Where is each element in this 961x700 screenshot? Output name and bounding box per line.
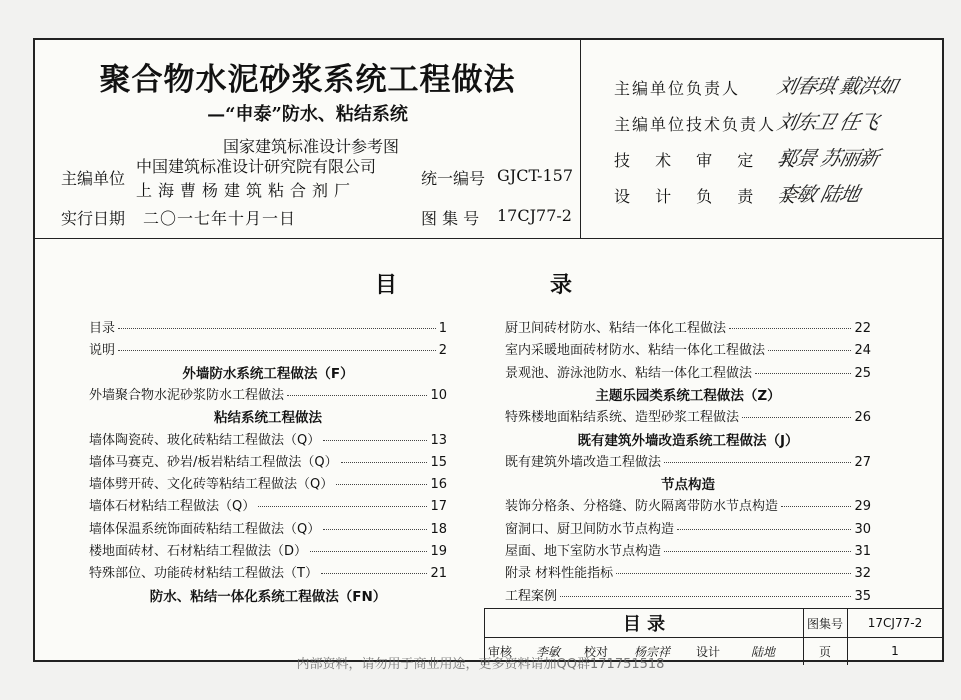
leader-dots xyxy=(560,596,851,597)
leader-dots xyxy=(287,395,427,396)
atlas-label: 图 集 号 xyxy=(421,209,480,228)
signature-design-head: 李敏 陆地 xyxy=(775,182,862,206)
role-chief-unit-head: 主编单位负责人 xyxy=(614,79,741,98)
leader-dots xyxy=(768,350,851,351)
leader-dots xyxy=(755,373,851,374)
code-label: 统一编号 xyxy=(421,169,486,188)
design-signature: 陆地 xyxy=(750,644,775,659)
toc-entry[interactable] xyxy=(89,473,447,495)
toc-entry[interactable] xyxy=(89,562,447,584)
date-label: 实行日期 xyxy=(61,209,126,228)
main-title: 聚合物水泥砂浆系统工程做法 xyxy=(99,62,516,98)
toc-entry-title: 楼地面砖材、石材粘结工程做法（D） xyxy=(89,544,308,559)
toc-title-left: 目 xyxy=(375,272,398,298)
cover-header xyxy=(35,40,942,239)
toc-entry[interactable] xyxy=(505,406,871,428)
signature-tech-reviewer: 郭景 苏丽新 xyxy=(775,146,881,170)
watermark: 内部资料，请勿用于商业用途，更多资料请加QQ群171751518 xyxy=(296,657,665,672)
toc-entry[interactable] xyxy=(505,562,871,584)
toc-entry-title: 工程案例 xyxy=(505,588,558,604)
toc-section-heading: 主题乐园类系统工程做法（Z） xyxy=(595,387,781,404)
toc-entry[interactable] xyxy=(89,495,447,517)
toc-entry-page: 26 xyxy=(854,410,871,426)
page-label: 页 xyxy=(818,644,831,659)
role-design-head: 设 计 负 责 人 xyxy=(614,187,805,206)
toc-entry-title: 室内采暖地面砖材防水、粘结一体化工程做法 xyxy=(505,343,766,359)
signature-tech-head: 刘东卫 任飞 xyxy=(775,110,881,134)
toc-entry-page: 2 xyxy=(438,343,447,359)
toc-entry-page: 17 xyxy=(430,499,447,515)
leader-dots xyxy=(118,350,436,351)
toc-entry-title: 说明 xyxy=(89,343,116,359)
toc-entry[interactable] xyxy=(89,384,447,406)
toc-entry-title: 附录 材料性能指标 xyxy=(505,566,614,582)
toc-entry-title: 特殊楼地面粘结系统、造型砂浆工程做法 xyxy=(505,410,740,426)
leader-dots xyxy=(321,573,428,574)
leader-dots xyxy=(323,529,427,530)
toc-section-heading: 节点构造 xyxy=(661,477,715,494)
review-signature: 李敏 xyxy=(535,644,560,659)
signature-chief-unit-head: 刘春琪 戴洪如 xyxy=(775,74,900,98)
toc-entry-title: 特殊部位、功能砖材粘结工程做法（T） xyxy=(89,566,318,582)
toc-entry[interactable] xyxy=(505,540,871,562)
review-label: 审核 xyxy=(487,644,512,659)
leader-dots xyxy=(258,506,427,507)
check-signature: 杨宗祥 xyxy=(633,644,670,659)
toc-entry-title: 墙体陶瓷砖、玻化砖粘结工程做法（Q） xyxy=(89,432,321,448)
toc-entry[interactable] xyxy=(89,429,447,451)
role-tech-head: 主编单位技术负责人 xyxy=(614,115,777,134)
responsible-persons xyxy=(582,40,942,238)
atlas-value: 17CJ77-2 xyxy=(497,206,572,225)
toc-entry-title: 窗洞口、厨卫间防水节点构造 xyxy=(505,521,675,537)
toc-entry-title: 厨卫间砖材防水、粘结一体化工程做法 xyxy=(505,321,727,336)
leader-dots xyxy=(664,462,851,463)
title-block-name: 目 录 xyxy=(622,614,666,635)
leader-dots xyxy=(742,417,851,418)
toc-entry-title: 墙体劈开砖、文化砖等粘结工程做法（Q） xyxy=(89,477,334,493)
toc-section-heading: 防水、粘结一体化系统工程做法（FN） xyxy=(149,588,387,605)
toc-entry-title: 屋面、地下室防水节点构造 xyxy=(505,544,662,559)
date-value: 二〇一七年十月一日 xyxy=(143,209,297,228)
toc-entry[interactable] xyxy=(89,451,447,473)
code-value: GJCT-157 xyxy=(497,166,573,185)
toc-entry[interactable] xyxy=(505,518,871,540)
toc-entry-title: 外墙聚合物水泥砂浆防水工程做法 xyxy=(89,387,285,403)
toc-entry-page: 24 xyxy=(854,343,871,359)
toc-entry-page: 13 xyxy=(430,432,447,448)
toc-entry-page: 19 xyxy=(430,544,447,559)
leader-dots xyxy=(310,551,427,552)
toc-entry-title: 既有建筑外墙改造工程做法 xyxy=(505,454,662,470)
toc-entry-page: 18 xyxy=(430,521,447,537)
drawing-sheet xyxy=(33,38,944,662)
chief-unit-2: 上海曹杨建筑粘合剂厂 xyxy=(136,181,357,200)
toc-section-heading: 粘结系统工程做法 xyxy=(214,410,322,427)
toc-entry-page: 29 xyxy=(854,499,871,515)
leader-dots xyxy=(729,328,851,329)
leader-dots xyxy=(664,551,851,552)
toc-entry-page: 21 xyxy=(430,566,447,582)
chief-unit-1: 中国建筑标准设计研究院有限公司 xyxy=(136,157,377,176)
toc-title-right: 录 xyxy=(550,272,573,298)
leader-dots xyxy=(341,462,428,463)
toc-entry-title: 目录 xyxy=(89,321,116,336)
toc-entry[interactable] xyxy=(89,540,447,562)
leader-dots xyxy=(336,484,427,485)
subtitle: —“申泰”防水、粘结系统 xyxy=(207,104,408,125)
toc-section-heading: 外墙防水系统工程做法（F） xyxy=(182,365,354,382)
toc-section-heading: 既有建筑外墙改造系统工程做法（J） xyxy=(577,432,799,449)
toc-entry[interactable] xyxy=(505,317,871,339)
toc-entry-title: 景观池、游泳池防水、粘结一体化工程做法 xyxy=(505,365,753,381)
toc-entry-page: 25 xyxy=(854,365,871,381)
toc-entry[interactable] xyxy=(89,518,447,540)
design-label: 设计 xyxy=(695,644,720,659)
chief-unit-label: 主编单位 xyxy=(61,169,126,188)
toc-entry[interactable] xyxy=(505,585,871,607)
toc-entry-page: 1 xyxy=(438,321,447,336)
leader-dots xyxy=(781,506,851,507)
leader-dots xyxy=(118,328,436,329)
toc-entry-page: 35 xyxy=(854,588,871,604)
toc-entry[interactable] xyxy=(89,317,447,339)
leader-dots xyxy=(616,573,851,574)
header-left-panel xyxy=(35,40,581,238)
page-number: 1 xyxy=(891,644,899,658)
toc-entry-page: 27 xyxy=(854,454,871,470)
toc-entry-page: 16 xyxy=(430,477,447,493)
atlas-type: 国家建筑标准设计参考图 xyxy=(223,137,400,156)
leader-dots xyxy=(677,529,851,530)
toc-entry[interactable] xyxy=(505,451,871,473)
toc-entry-page: 30 xyxy=(854,521,871,537)
toc-entry-page: 15 xyxy=(430,454,447,470)
toc-entry-title: 装饰分格条、分格缝、防火隔离带防水节点构造 xyxy=(505,499,779,515)
toc-entry-page: 10 xyxy=(430,387,447,403)
toc-entry[interactable] xyxy=(505,495,871,517)
title-block-atlas-no: 17CJ77-2 xyxy=(867,616,923,630)
leader-dots xyxy=(323,440,427,441)
toc-entry[interactable] xyxy=(89,339,447,361)
toc-entry-page: 31 xyxy=(854,544,871,559)
toc-entry-title: 墙体保温系统饰面砖粘结工程做法（Q） xyxy=(89,521,321,537)
role-tech-reviewer: 技 术 审 定 人 xyxy=(614,151,805,170)
check-label: 校对 xyxy=(583,644,608,659)
toc-entry[interactable] xyxy=(505,339,871,361)
toc-entry[interactable] xyxy=(505,362,871,384)
toc-entry-title: 墙体马赛克、砂岩/板岩粘结工程做法（Q） xyxy=(89,454,338,470)
toc-entry-page: 32 xyxy=(854,566,871,582)
toc-entry-page: 22 xyxy=(854,321,871,336)
toc-entry-title: 墙体石材粘结工程做法（Q） xyxy=(89,499,256,515)
title-block-atlas-label: 图集号 xyxy=(806,616,843,631)
